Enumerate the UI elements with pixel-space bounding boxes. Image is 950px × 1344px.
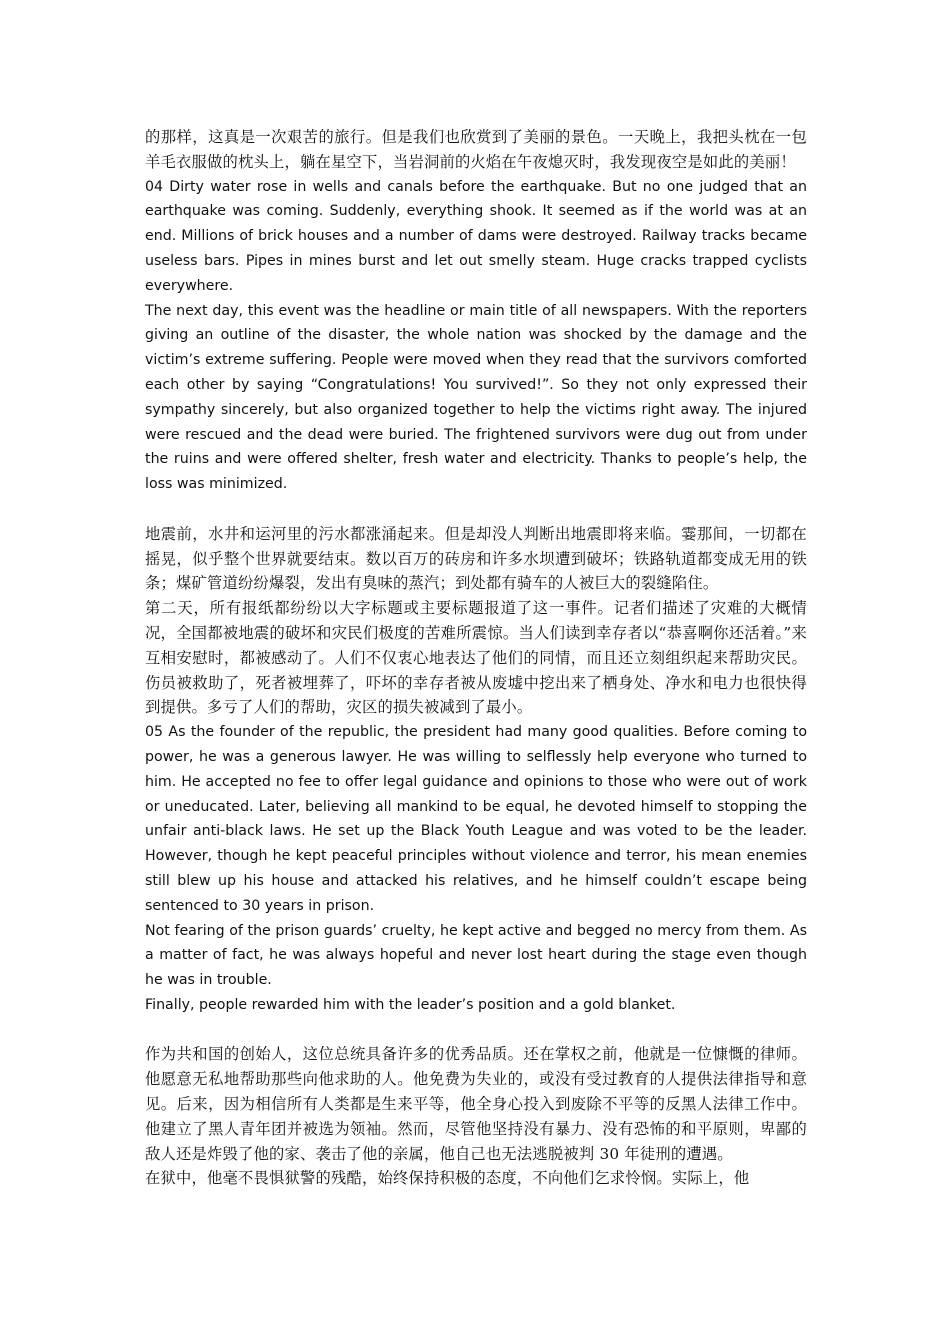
en-paragraph-earthquake-next-day: The next day, this event was the headline or main title of all newspapers. With the reporters giving an outline of the disaster, the whole nation was shocked by the damage and the victim’s extreme suffering. People were moved when they read that the survivors comforted each other by saying “Congratulations! You survived!”. So they not only expressed their sympathy sincerely, but also organized together to help the victims right away. The injured were rescued and the dead were buried. The frightened survivors were dug out from under the ruins and were offered shelter, fresh water and electricity. Thanks to people’s help, the loss was minimized. <box>145 302 807 493</box>
zh-paragraph-travel-ending: 的那样，这真是一次艰苦的旅行。但是我们也欣赏到了美丽的景色。一天晚上，我把头枕在一包羊毛衣服做的枕头上，躺在星空下，当岩洞前的火焰在午夜熄灭时，我发现夜空是如此的美丽！ <box>145 128 807 171</box>
en-paragraph-earthquake-04: 04 Dirty water rose in wells and canals before the earthquake. But no one judged that an earthquake was coming. Suddenly, everything shook. It seemed as if the world was at an end. Millions of brick houses and a number of dams were destroyed. Railway tracks became useless bars. Pipes in mines burst and let out smelly steam. Huge cracks trapped cyclists everywhere. <box>145 178 807 294</box>
zh-paragraph-president: 作为共和国的创始人，这位总统具备许多的优秀品质。还在掌权之前，他就是一位慷慨的律师。他愿意无私地帮助那些向他求助的人。他免费为失业的，或没有受过教育的人提供法律指导和意见。后来，因为相信所有人类都是生来平等，他全身心投入到废除不平等的反黑人法律工作中。他建立了黑人青年团并被选为领袖。然而，尽管他坚持没有暴力、没有恐怖的和平原则，卑鄙的敌人还是炸毁了他的家、袭击了他的亲属，他自己也无法逃脱被判 30 年徒刑的遭遇。 <box>145 1045 807 1163</box>
en-paragraph-president-05: 05 As the founder of the republic, the president had many good qualities. Before coming to power, he was a generous lawyer. He was willing to selflessly help everyone who turned to him. He accepted no fee to offer legal guidance and opinions to those who were out of work or uneducated. Later, believing all mankind to be equal, he devoted himself to stopping the unfair anti-black laws. He set up the Black Youth League and was voted to be the leader. However, though he kept peaceful principles without violence and terror, his mean enemies still blew up his house and attacked his relatives, and he himself couldn’t escape being sentenced to 30 years in prison. <box>145 724 807 914</box>
zh-paragraph-earthquake: 地震前，水井和运河里的污水都涨涌起来。但是却没人判断出地震即将来临。霎那间，一切都在摇晃，似乎整个世界就要结束。数以百万的砖房和许多水坝遭到破坏；铁路轨道都变成无用的铁条；煤矿管道纷纷爆裂，发出有臭味的蒸汽；到处都有骑车的人被巨大的裂缝陷住。 <box>145 524 807 593</box>
en-paragraph-prison: Not fearing of the prison guards’ cruelty, he kept active and begged no mercy from them. As a matter of fact, he was always hopeful and never lost heart during the stage even though he was in trouble. <box>145 922 807 989</box>
zh-paragraph-earthquake-next-day: 第二天，所有报纸都纷纷以大字标题或主要标题报道了这一事件。记者们描述了灾难的大概情况，全国都被地震的破坏和灾民们极度的苦难所震惊。当人们读到幸存者以“恭喜啊你还活着。”来互相安慰时，都被感动了。人们不仅衷心地表达了他们的同情，而且还立刻组织起来帮助灾民。伤员被救助了，死者被埋葬了，吓坏的幸存者被从废墟中挖出来了栖身处、净水和电力也很快得到提供。多亏了人们的帮助，灾区的损失被减到了最小。 <box>145 599 807 717</box>
paragraph-spacer <box>145 497 807 522</box>
paragraph-spacer <box>145 1018 807 1043</box>
en-paragraph-reward: Finally, people rewarded him with the leader’s position and a gold blanket. <box>145 996 676 1013</box>
zh-paragraph-prison: 在狱中，他毫不畏惧狱警的残酷，始终保持积极的态度，不向他们乞求怜悯。实际上，他 <box>145 1169 750 1188</box>
document-page <box>145 125 807 1191</box>
